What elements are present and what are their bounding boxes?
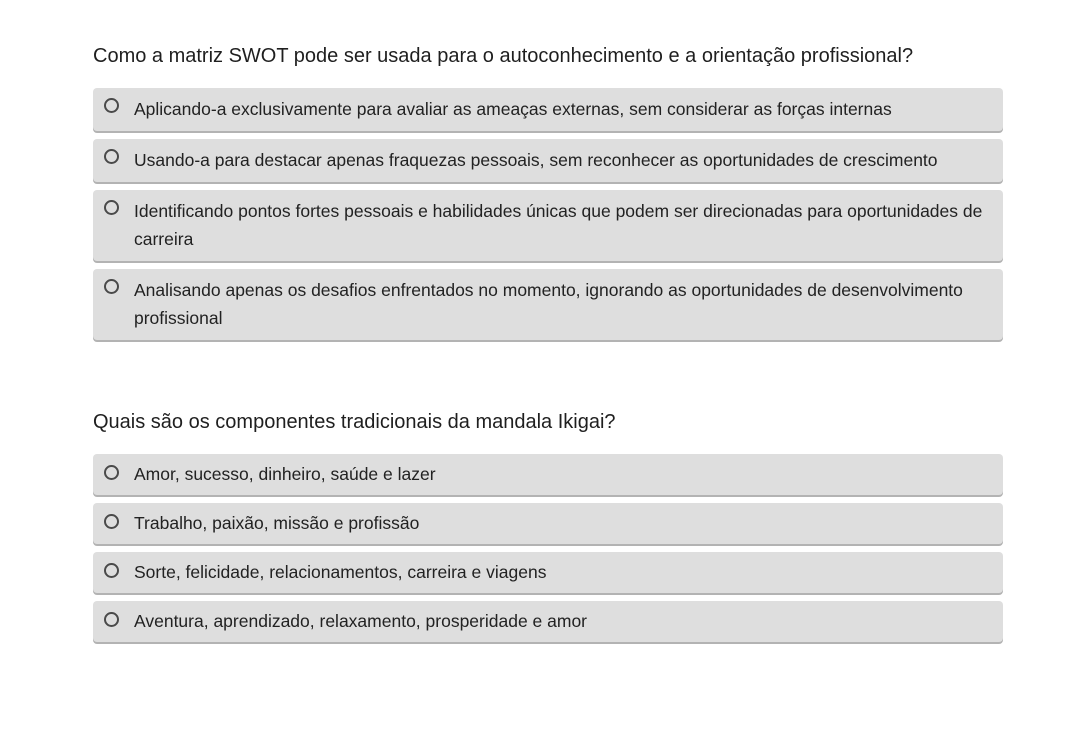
answer-option[interactable] <box>93 88 1003 131</box>
answer-option[interactable] <box>93 269 1003 340</box>
answer-option-label: Amor, sucesso, dinheiro, saúde e lazer <box>134 464 436 484</box>
question-ikigai <box>93 410 1003 642</box>
quiz-container <box>93 0 1003 642</box>
answer-option-label: Aplicando-a exclusivamente para avaliar as ameaças externas, sem considerar as forças internas <box>134 99 892 119</box>
radio-button-icon[interactable] <box>104 279 119 294</box>
question-title: Quais são os componentes tradicionais da mandala Ikigai? <box>93 411 616 433</box>
answer-option[interactable] <box>93 454 1003 495</box>
radio-button-icon[interactable] <box>104 465 119 480</box>
answer-option-label: Usando-a para destacar apenas fraquezas pessoais, sem reconhecer as oportunidades de crescimento <box>134 150 938 170</box>
answer-option-label: Analisando apenas os desafios enfrentados no momento, ignorando as oportunidades de desenvolvimento profissional <box>134 280 963 328</box>
radio-button-icon[interactable] <box>104 200 119 215</box>
radio-button-icon[interactable] <box>104 149 119 164</box>
answer-options <box>93 454 1003 642</box>
answer-option-label: Identificando pontos fortes pessoais e habilidades únicas que podem ser direcionadas para oportunidades de carreira <box>134 201 983 249</box>
answer-option[interactable] <box>93 601 1003 642</box>
radio-button-icon[interactable] <box>104 98 119 113</box>
answer-option-label: Trabalho, paixão, missão e profissão <box>134 513 420 533</box>
answer-option[interactable] <box>93 552 1003 593</box>
radio-button-icon[interactable] <box>104 514 119 529</box>
question-swot <box>93 44 1003 340</box>
answer-option-label: Sorte, felicidade, relacionamentos, carreira e viagens <box>134 562 547 582</box>
answer-option-label: Aventura, aprendizado, relaxamento, prosperidade e amor <box>134 611 588 631</box>
answer-option[interactable] <box>93 190 1003 261</box>
answer-option[interactable] <box>93 503 1003 544</box>
answer-options <box>93 88 1003 340</box>
question-title: Como a matriz SWOT pode ser usada para o autoconhecimento e a orientação profissional? <box>93 45 914 67</box>
radio-button-icon[interactable] <box>104 612 119 627</box>
radio-button-icon[interactable] <box>104 563 119 578</box>
answer-option[interactable] <box>93 139 1003 182</box>
